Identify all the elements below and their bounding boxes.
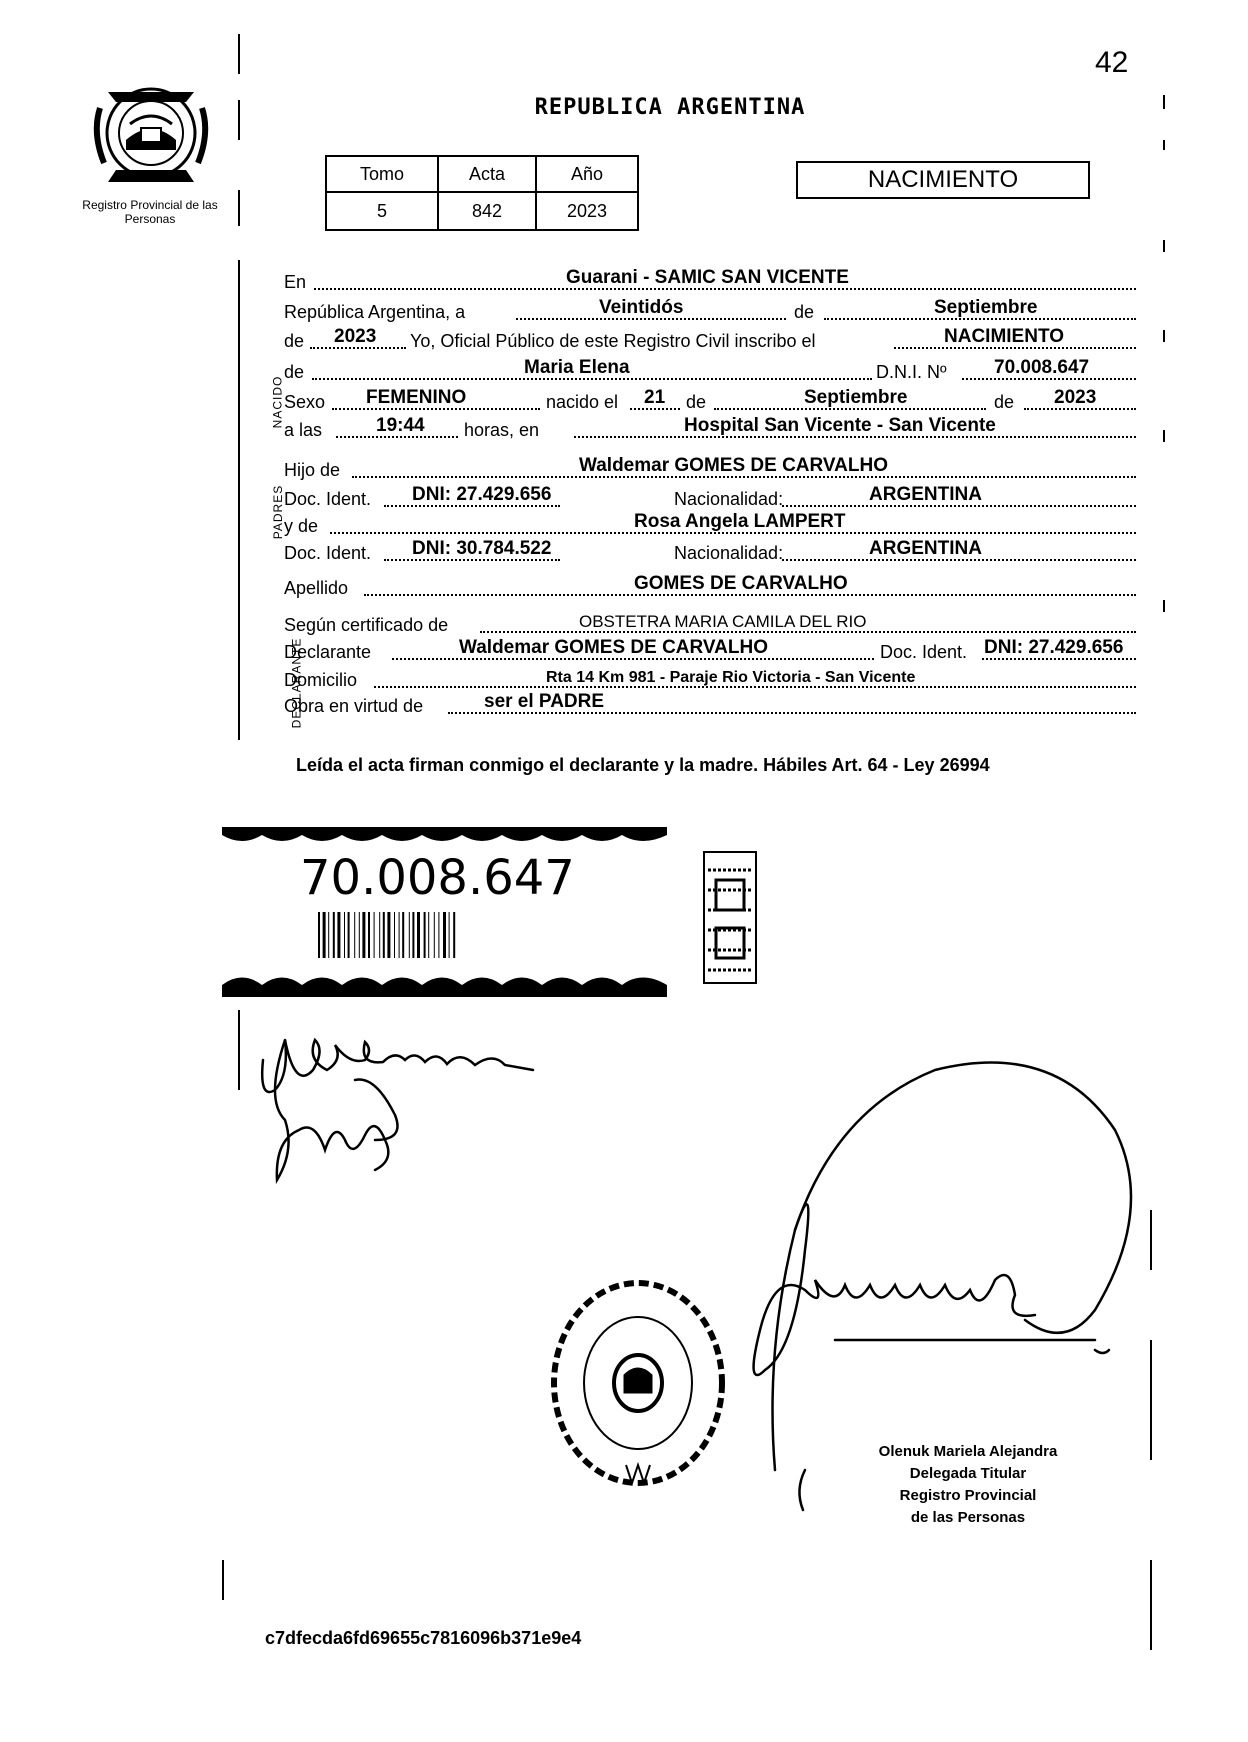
barcode-bar [379,912,380,958]
barcode-bar [399,912,400,958]
barcode-bar [417,912,420,958]
barcode-bar [333,912,335,958]
barcode [318,912,538,958]
sexo-label: Sexo [284,392,326,412]
margin-rule [238,190,240,226]
anio-value: 2023 [334,326,377,347]
alas-label: a las [284,420,323,440]
obra-label: Obra en virtud de [284,696,424,716]
margin-rule [1163,430,1165,442]
section-label-declarante: DECLARANTE [289,637,304,729]
margin-rule [1150,1560,1152,1650]
declarante-value: Waldemar GOMES DE CARVALHO [459,637,768,658]
tomo-value: 5 [326,192,438,230]
declarant-signature [255,1020,555,1220]
nacionalidad-label: Nacionalidad: [674,489,784,509]
inscribo-value: NACIMIENTO [944,326,1064,347]
row-lugar [284,266,1136,294]
anio-value: 2023 [536,192,638,230]
barcode-bar [412,912,414,958]
margin-rule [1163,330,1165,342]
declarante-doc-value: DNI: 27.429.656 [984,637,1124,658]
barcode-bar [354,912,355,958]
lugar-registro-value: Guarani - SAMIC SAN VICENTE [566,267,849,288]
margin-rule [1163,140,1165,150]
row-nombre [284,356,1136,384]
nacionalidad-label: Nacionalidad: [674,543,784,563]
domicilio-value: Rta 14 Km 981 - Paraje Rio Victoria - San Vicente [546,669,916,686]
margin-rule [238,34,240,74]
row-madre-doc [284,537,1136,565]
segun-value: OBSTETRA MARIA CAMILA DEL RIO [579,612,867,631]
row-padre-doc [284,483,1136,511]
hora-value: 19:44 [376,415,425,436]
barcode-bar [383,912,385,958]
official-name: Olenuk Mariela Alejandra [878,1443,1058,1460]
margin-rule [238,100,240,140]
padre-doc-value: DNI: 27.429.656 [412,484,552,505]
doc-label: Doc. Ident. [284,489,372,509]
nombre-value: Maria Elena [524,357,630,378]
dia-value: Veintidós [599,297,684,318]
margin-rule [238,260,240,740]
de-label: de [284,362,305,382]
nacido-label: nacido el [546,392,619,412]
barcode-bar [449,912,450,958]
official-office-line-1: Registro Provincial [899,1487,1037,1504]
barcode-bar [394,912,395,958]
barcode-bar [328,912,329,958]
barcode-bar [428,912,429,958]
margin-rule [1163,240,1165,252]
yde-label: y de [284,516,319,536]
barcode-bar [438,912,439,958]
official-office-line-2: de las Personas [910,1509,1026,1526]
barcode-bar [424,912,426,958]
row-fecha-inscripcion [284,296,1136,324]
row-obra [284,690,1136,718]
barcode-bar [434,912,435,958]
apellido-label: Apellido [284,578,349,598]
de-label: de [686,392,707,412]
horas-label: horas, en [464,420,540,440]
column-header-tomo: Tomo [326,156,438,192]
dni-value: 70.008.647 [994,357,1090,378]
row-sexo-fecha [284,386,1136,414]
barcode-bar [337,912,340,958]
domicilio-label: Domicilio [284,670,358,690]
margin-rule [222,1560,224,1600]
barcode-bar [402,912,404,958]
barcode-bar [409,912,410,958]
row-inscribo [284,325,1136,353]
declarante-label: Declarante [284,642,372,662]
row-certificado [284,609,1136,637]
barcode-bar [368,912,370,958]
margin-rule [238,1010,240,1090]
apellido-value: GOMES DE CARVALHO [634,573,848,594]
document-hash: c7dfecda6fd69655c7816096b371e9e4 [265,1628,582,1648]
lugar-nacimiento-value: Hospital San Vicente - San Vicente [684,415,996,436]
barcode-bar [348,912,350,958]
security-hologram-stamp [702,850,758,985]
de-label: de [284,331,305,351]
stub-id-number: 70.008.647 [300,850,575,906]
row-padre [284,454,1136,482]
madre-value: Rosa Angela LAMPERT [634,511,846,532]
de-label: de [794,302,815,322]
doc-label: Doc. Ident. [284,543,372,563]
segun-label: Según certificado de [284,615,449,635]
act-type-box: NACIMIENTO [796,161,1090,199]
margin-rule [1150,1210,1152,1270]
barcode-bar [359,912,360,958]
province-coat-of-arms-logo [86,78,216,188]
sexo-value: FEMENINO [366,387,467,408]
act-reference-table [325,155,639,231]
nacido-dia-value: 21 [644,387,666,408]
en-label: En [284,272,307,292]
column-header-anio: Año [536,156,638,192]
mes-value: Septiembre [934,297,1038,318]
row-hora-lugar [284,414,1136,442]
republica-label: República Argentina, a [284,302,466,322]
country-title: REPUBLICA ARGENTINA [534,95,806,120]
margin-rule [1163,600,1165,612]
barcode-bar [318,912,320,958]
barcode-bar [362,912,365,958]
de-label: de [994,392,1015,412]
acta-value: 842 [438,192,536,230]
margin-rule [1163,95,1165,109]
barcode-bar [443,912,446,958]
nacido-anio-value: 2023 [1054,387,1097,408]
row-madre [284,510,1136,538]
row-declarante [284,636,1136,664]
column-header-acta: Acta [438,156,536,192]
row-domicilio [284,664,1136,692]
section-label-nacido: NACIDO [270,375,285,429]
row-apellido [284,572,1136,600]
margin-rule [1150,1340,1152,1460]
madre-nacionalidad-value: ARGENTINA [869,538,982,559]
padre-nacionalidad-value: ARGENTINA [869,484,982,505]
obra-value: ser el PADRE [484,691,605,712]
padre-value: Waldemar GOMES DE CARVALHO [579,455,888,476]
page-number: 42 [1095,46,1129,79]
dni-label: D.N.I. Nº [876,362,947,382]
barcode-bar [344,912,345,958]
barcode-bar [323,912,326,958]
official-title: Delegada Titular [909,1465,1027,1482]
registry-seal [548,1275,728,1490]
registry-name: Registro Provincial de las Personas [82,198,218,226]
barcode-bar [453,912,455,958]
barcode-bar [387,912,390,958]
doc-label: Doc. Ident. [880,642,968,662]
section-label-padres: PADRES [271,484,286,540]
hijo-label: Hijo de [284,460,341,480]
nacido-mes-value: Septiembre [804,387,908,408]
closing-statement: Leída el acta firman conmigo el declarante y la madre. Hábiles Art. 64 - Ley 26994 [296,755,990,775]
inscribo-label: Yo, Oficial Público de este Registro Civil inscribo el [410,331,816,351]
madre-doc-value: DNI: 30.784.522 [412,538,552,559]
barcode-bar [374,912,375,958]
